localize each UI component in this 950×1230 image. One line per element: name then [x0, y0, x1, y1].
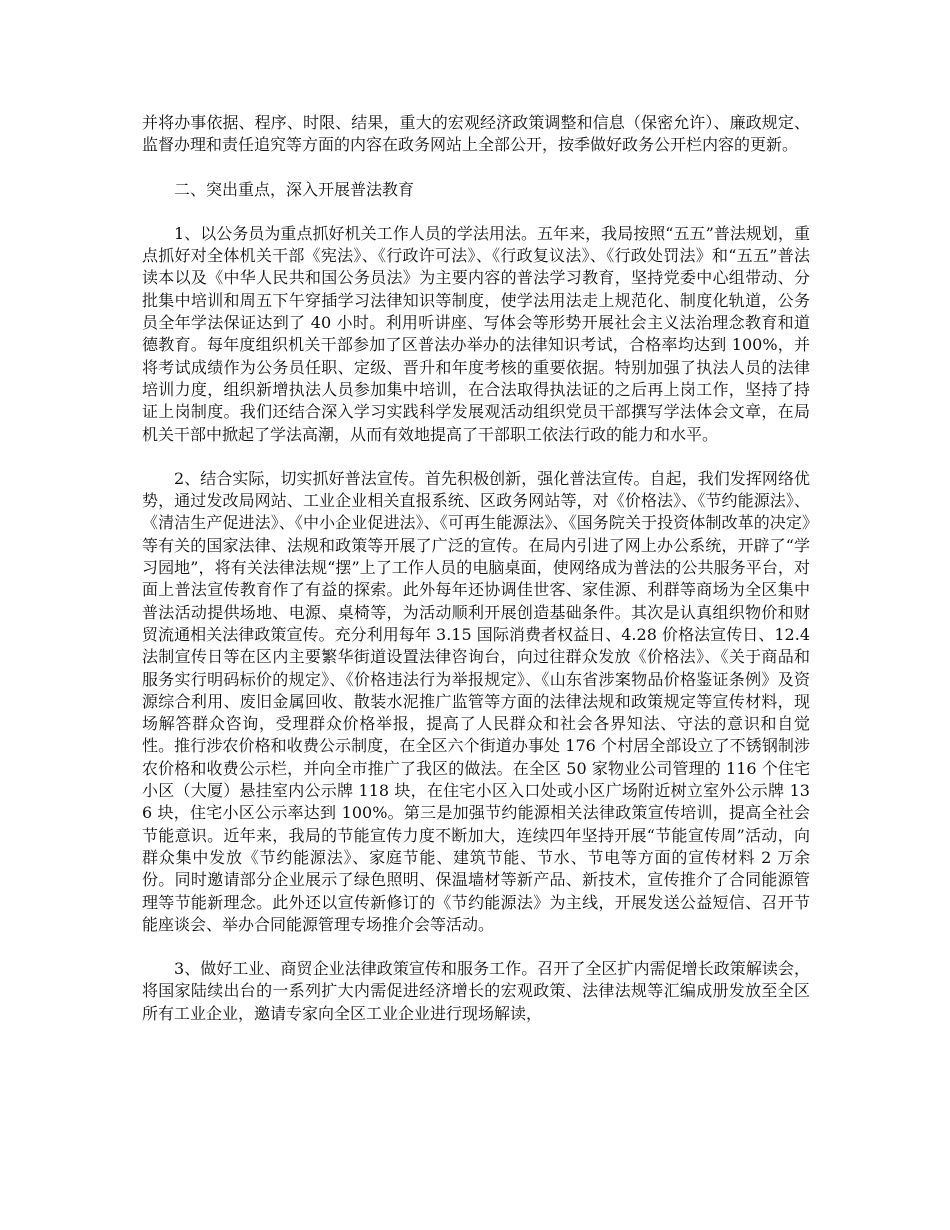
paragraph-item-3: 3、做好工业、商贸企业法律政策宣传和服务工作。召开了全区扩内需促增长政策解读会，将国家陆续出台的一系列扩大内需促进经济增长的宏观政策、法律法规等汇编成册发放至全区所有工业企业，邀请专家向全区工业企业进行现场解读， — [142, 959, 810, 1023]
section-heading: 二、突出重点，深入开展普法教育 — [174, 179, 415, 199]
document-page — [142, 112, 810, 1047]
paragraph-item-2: 2、结合实际，切实抓好普法宣传。首先积极创新，强化普法宣传。自起，我们发挥网络优势，通过发改局网站、工业企业相关直报系统、区政务网站等，对《价格法》、《节约能源法》、《清洁生产促进法》、《中小企业促进法》、《可再生能源法》、《国务院关于投资体制改革的决定》等有关的国家法律、法规和政策等开展了广泛的宣传。在局内引进了网上办公系统，开辟了“学习园地”，将有关法律法规“摆”上了工作人员的电脑桌面，使网络成为普法的公共服务平台，对面上普法宣传教育作了有益的探索。此外每年还协调佳世客、家佳源、利群等商场为全区集中普法活动提供场地、电源、桌椅等，为活动顺利开展创造基础条件。其次是认真组织物价和财贸流通相关法律政策宣传。充分利用每年 3.15 国际消费者权益日、4.28 价格法宣传日、12.4 法制宣传日等在区内主要繁华街道设置法律咨询台，向过往群众发放《价格法》、《关于商品和服务实行明码标价的规定》、《价格违法行为举报规定》、《山东省涉案物品价格鉴证条例》及资源综合利用、废旧金属回收、散装水泥推广监管等方面的法律法规和政策规定等宣传材料，现场解答群众咨询，受理群众价格举报，提高了人民群众和社会各界知法、守法的意识和自觉性。推行涉农价格和收费公示制度，在全区六个街道办事处 176 个村居全部设立了不锈钢制涉农价格和收费公示栏，并向全市推广了我区的做法。在全区 50 家物业公司管理的 116 个住宅小区（大厦）悬挂室内公示牌 118 块，在住宅小区入口处或小区广场附近树立室外公示牌 136 块，住宅小区公示率达到 100%。第三是加强节约能源相关法律政策宣传培训，提高全社会节能意识。近年来，我局的节能宣传力度不断加大，连续四年坚持开展“节能宣传周”活动，向群众集中发放《节约能源法》、家庭节能、建筑节能、节水、节电等方面的宣传材料 2 万余份。同时邀请部分企业展示了绿色照明、保温墙材等新产品、新技术，宣传推介了合同能源管理等节能新理念。此外还以宣传新修订的《节约能源法》为主线，开展发送公益短信、召开节能座谈会、举办合同能源管理专场推介会等活动。 — [142, 468, 810, 934]
paragraph-item-1: 1、以公务员为重点抓好机关工作人员的学法用法。五年来，我局按照“五五”普法规划，重点抓好对全体机关干部《宪法》、《行政许可法》、《行政复议法》、《行政处罚法》和“五五”普法读本以及《中华人民共和国公务员法》为主要内容的普法学习教育，坚持党委中心组带动、分批集中培训和周五下午穿插学习法律知识等制度，使学法用法走上规范化、制度化轨道，公务员全年学法保证达到了 40 小时。利用听讲座、写体会等形势开展社会主义法治理念教育和道德教育。每年度组织机关干部参加了区普法办举办的法律知识考试，合格率均达到 100%，并将考试成绩作为公务员任职、定级、晋升和年度考核的重要依据。特别加强了执法人员的法律培训力度，组织新增执法人员参加集中培训，在合法取得执法证的之后再上岗工作，坚持了持证上岗制度。我们还结合深入学习实践科学发展观活动组织党员干部撰写学法体会文章，在局机关干部中掀起了学法高潮，从而有效地提高了干部职工依法行政的能力和水平。 — [142, 223, 810, 444]
paragraph-intro: 并将办事依据、程序、时限、结果，重大的宏观经济政策调整和信息（保密允许）、廉政规定、监督办理和责任追究等方面的内容在政务网站上全部公开，按季做好政务公开栏内容的更新。 — [142, 113, 810, 155]
